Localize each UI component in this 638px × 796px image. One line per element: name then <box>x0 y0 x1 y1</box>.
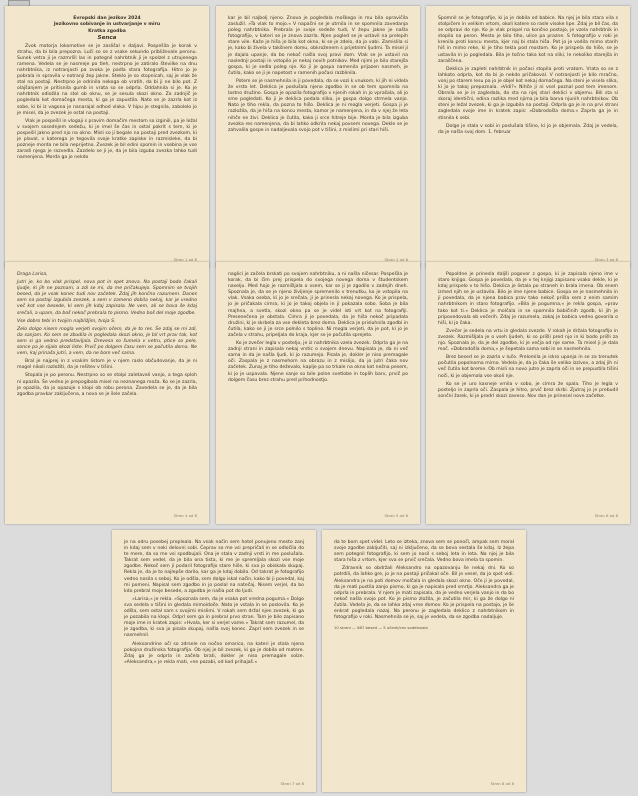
document-page-1 <box>5 6 209 268</box>
paragraph: Zdravnik so obdržali Aleksandro na opazovanju še nekaj dni. Ko so potrdili, da lahko gre, jo je na postaji pričakal oče. Bil je vesel, da jo spet vidi. Aleksandra je na poti domov molčala in gledala skozi okno. Oče ji je povedal, da je mati pustila zanjo pismo, ki ga je napisala pred smrtjo. Aleksandra ga je odprla in prebrala. V njem je mati zapisala, da je vedno verjela vanjo in da bo nekoč našla svojo pot. Ko je pismo zložila, je začutila mir, ki ga že dolgo ni čutila. Vedela je, da se lahko zdaj vrne domov. Ko je prispela na postajo, je še enkrat pogledala nazaj. Na peronu je zagledala deklico z nahrbtnikom in fotografijo v roki. Nasmehnila se je, saj je vedela, da se zgodba nadaljuje. <box>334 566 514 621</box>
paragraph: Zvok motorja lokomotive se je zaslišal v daljavi. Pospešila je korak v strahu, da bi bila prepozna. Luči so se z vsake sekundo približevale peronu. Sunek vetra ji je razmršil las in potegnil nahrbtnik ji je spolzel z utrujenega ramena. Vedela se je nasmeje po tleh, nestrpno je zatiralo številke na dnu nahrbtnika, iz notranjosti pa zvoka je padla stara fotografija. Hitro jo je pobrala in spravila v notranji žep jakne. Steklo je so stopnicah, saj je vlak že stal na postaji. Nestrpno je odrinila nekoga ob vratih, da bi ji ne bilo pot. Z olajšanjem je pritisnila gumb in vrata so se odprla. Oddahnila si je. Ko je nahrbtnik odložila na stol ob oknu, se je sesula skozi okno. Za zadnjič je pogledala kot domačega mesta, ki ga je zapustila. Nato se je zazrla kot iz sobe, ki bi iz vagona je nanarajal odhod vlaka. V hipu je stegnila, zabolelo jo je misel, da je zvezek je ostal na postaji. <box>17 43 197 116</box>
paragraph: Bral je najprej in z vsakim listom je v njem raslo občudovanje, da je ni mogel nikoli razložiti, da je rešitev v tišini. <box>17 359 197 371</box>
paragraph: Vlak je pospešil in vlogaji s pravim domačim mestom so izginili, pa je ležal v svojem sosednjem sedežu, ki je imel še čas in ostal pokrit s tem, ki je pospešil jakno pred njo na okno. Misli so ji begale na postaji pred zvezkom, ki je plaval, v katerega je tegovila svoje kratke zapiske in razmisleke, da bi pozneje morda ne bila neprijetno. Zvezek je bil edini spomin in vsebina je vse zaradi njega je razvedla. Zazdelo se ji je, da je bila izguba zvezka lahko tudi namenjena. Morda ga je nekdo <box>17 118 197 161</box>
header-line-3: Kratka zgodba <box>88 28 126 34</box>
paragraph: Deklica je zapleti nahrbtnik in počasi stopila proti vratom. Vrata so se z lahkoto odprla, kot da bi jo nekdo pričakoval. V notranjosti je bilo mračno, vonj po starem lesu pa jo je objel kot nekaj domačega. Na steni je visela slika, ki jo je takoj prepoznala. »Vidi?« Nihče ji ni vsel poznal pod tem imenom. Obrnila se je in zagledala, da sta na njej stari deklici v objemu. Bili sta si skoraj identični, edina razlika med njima je bila barva njunih nahrbtnikov. Ob steni je ležal zvezek, ki ga je izgubila na postaji. Odprla ga je in na prvi strani zagledala svoje ime in kratek zapis: »Dobrodošla doma.« Zaprla ga je in stisnila k sebi. <box>438 66 618 121</box>
page-number: Stran 3 od 8 <box>594 256 618 262</box>
letter-paragraph: Zelo dolgo nisem mogla verjeti svojim očem, da je to res. Še zdaj se mi zdi, da sanjam. Ko sem se zbudila in pogledala skozi okno, je bil vrt prav tak, kot sem si ga vedno predstavljala. Drevesa so šumela v vetru, ptice so pele, sonce pa je sijalo skozi liste. Prvič po dolgem času sem se počutila doma. Ne vem, kaj prinaša jutri, a vem, da ne bom več sama. <box>17 326 197 357</box>
document-page-5 <box>216 262 420 524</box>
letter-paragraph: Jutri je, ko bo vlak prispel, nova pot in spet znova. Na postaji bodo čakali ljudje, ki jih ne poznam, a zdi se mi, da me pričakujejo. Spomnim se tvojih besed, da je vsak konec tudi nov začetek. Zdaj jih končno razumem. Danes sem na postaji izgubila zvezek, a sem v zameno dobila nekaj, kar je vredno več kot vse besede, ki sem jih kdaj zapisala. Ne vem, ali se bova še kdaj srečali, a upam, da boš nekoč prebrala to pismo. Vedno boš del moje zgodbe. <box>17 280 197 316</box>
paragraph: Ko se je uro kasneje vrnila v sobo, je cimra že spala. Tiho je legla v posteljo in zaprla oči. Zaspala je hitro, prvič brez skrbi. Zjutraj jo je prebudil sončni žarek, ki je prodrl skozi zaveso. Nov dan je prinesel nove začetke. <box>438 381 618 399</box>
paragraph: kar je bil najbolj njeno. Znova je pogledala moškega in mu bila opravičila zaslužil. »Ta vlak to mojo.« V napačni se je utrnila in se spomnila zavedanja poleg nahrbtnika. Prebrala je svoje sedeže tudi, V žepu jakne je našla fotografijo, v kateri se je znova zazrla. Njen pogled se je ustavil na prelepih stare vile. Kaže je hiša je bila kot okno, ki se je zdelo, da jo vabi. Zamislila si je, kako bi živela v takšnem domu, obkroženem s prijetnimi ljudmi. Ta misel ji je dajala upanje, da bo nekoč našla svoj pravi dom. Vlak se je ustavil na naslednji postaji in vstopilo je nekaj novih potnikov. Med njimi je bila starejša gospa, ki je sedla poleg nje. Ko ji je gospa namenila prijazen nasmeh, je čutila, kako se ji je napetost v ramenih počasi razblinila. <box>228 16 408 76</box>
letter-signoff: Vse dobro tebi in tvojim najbližjim, tvoja S. <box>17 318 116 324</box>
paragraph: Ko je zvečer legla v posteljo, je iz nahrbtnika vzela zvezek. Odprla ga je na zadnji strani in zapisala nekaj vrstic o svojem dnevu. Napisala je, da ni več sama in da je našla ljudi, ki jo razumejo. Pisala je, dokler je niso premagale oči. Zaspala je z nasmehom na obrazu in z mislijo, da jo jutri čaka nov začetek. Zunaj je tiho deževalo, kaplje pa so trkale na okno kot nežna pesem, ki jo je uspavala. Njene sanje so bile polne svetlobe in toplih barv, prvič po dolgem času brez strahu pred prihodnostjo. <box>228 341 408 383</box>
paragraph: Zvečer je sedela na vrtu in gledala zvezde. V rokah je držala fotografijo in zvezek. Razmišljala je o vseh ljudeh, ki so prišli pred njo in ki bodo prišli za njo. Spoznala je, da je del zgodbe, ki je večja od nje same. Ta misel ji je dala moč. »Dobrodošla doma,« je šepetala sama sebi in se nasmehnila. <box>438 328 618 353</box>
page-number: Stran 1 od 8 <box>173 256 197 262</box>
paragraph: Spomnil se je fotografije, ki jo je dobila od babice. Na njej je bila stara vila s stolpičem in velikim vrtom, okoli katere so rasle visoke lipe. Zdaj je bil čas, da se odpravi do nje. Ko je vlak prispel na končno postajo, je vzela nahrbtnik in stopila na peron. Mesto je bilo tiho, ulice pa prazne. S fotografijo v roki je krenila proti koncu mesta, kjer naj bi stala hiša. Pot jo je vodila mimo starih hiš in mimo reke, ki je tiho tekla pod mostom. Ko je prispela do hiše, se je ustavila in jo pogledala. Bila je točno taka kot na sliki, le nekoliko starejša in zaraščena. <box>438 16 618 64</box>
paragraph: naglici je začela brskati po svojem nahrbtniku, a ni našla ničesar. Pospešila je korak, da bi čim prej prispela do svojega novega doma v študentskem naselju. Med hojo je razmišljala o vsem, kar se ji je zgodilo v zadnjih dneh. Spoznala je, da se je njeno življenje spremenilo v trenutku, ko je vstopila na vlak. Vsaka oseba, ki jo je srečala, ji je prinesla nekaj novega. Ko je prispela, jo je pričakala cimra, ki jo je takoj objela in ji pokazala sobo. Soba je bila majhna, a svetla, skozi okno pa se je videl isti vrt kot na fotografiji. Presenečena je obstala. Cimra ji je povedala, da je hiša nekoč pripadala družini, ki je skrbela za vse dekleta brez doma. Deklica je prisluhnila zgodbi in čutila, kako se ji je srce polnilo s toplino. Ni mogla verjeti, da je pot, ki jo je začela v strahu, pripeljala do kraja, kjer se je počutila sprejeto. <box>228 272 408 338</box>
page-number: Stran 8 od 8 <box>490 780 514 786</box>
document-page-8 <box>322 530 526 792</box>
paragraph: »Larisa,« je rekla. »Spoznala sem, da je vsaka pot vredna poguma.« Dolgo sva sedela v tišini in gledala mimoidoče. Nato je vstala in se poslovila. Ko je odšla, sem ostal sam s svojimi mislimi. V rokah sem držal njen zvezek, ki ga je pozabila na klopi. Odprl sem ga in prebral prvo stran. Tam je bilo zapisano moje ime in kratek zapis: »Hvala, ker si verjel vame.« Takrat sem razumel, da je zgodba, ki sva jo pisala skupaj, našla svoj konec. Zaprl sem zvezek in se nasmehnil. <box>124 596 304 639</box>
document-page-4 <box>5 262 209 524</box>
story-title: Senca <box>97 35 117 42</box>
page-number: Stran 4 od 8 <box>173 512 197 518</box>
page-number: Stran 7 od 8 <box>280 780 304 786</box>
document-page-2 <box>216 6 420 268</box>
header-line-2: Jezikovno sobivanje in ustvarjanje v miru <box>53 22 161 28</box>
paragraph: da te bom spet videl. Leto se izteka, znova sem se ponoči, ampak sem moral svoje zgodbe zaključiti, saj ni izključeno, da se bova sestala še kdaj. Iz žepa sem potegnil fotografijo, ki sem jo nosil s seboj leta in leta. Na njej je bila stara hiša z vrtom, kjer sva se prvič srečala. Vedno bova imela ta spomin. <box>334 540 514 564</box>
page-number: Stran 2 od 8 <box>384 256 408 262</box>
header-line-1: Evropski dan jezikov 2024 <box>73 16 141 21</box>
page-number: Stran 6 od 8 <box>594 512 618 518</box>
paragraph: Popoldne je prinesla daljši pogovor z gospo, ki je zapisala njeno ime v staro knjigo. Gospa je povedala, da je v tej knjigi zapisano vsako dekle, ki je kdaj prispelo v to hišo. Deklica je listala po straneh in brala imena. Ob enem izmed njih se je ustavila. Bilo je ime njene babice. Gospa se je nasmehnila in ji povedala, da je njena babica prav tako nekoč prišla sem z enim samim nahrbtnikom in staro fotografijo. »Bila je pogumna,« je rekla gospa, »prav tako kot ti.« Deklica je molčala in se spomnila babičinih zgodb, ki jih je pripovedovala ob večerih. Zdaj je razumela, zakaj je babica vedno govorila o hiši, ki jo čaka. <box>438 272 618 326</box>
paragraph: Brez besed se je zazrla v luče. Prelomila je iskro upanja in se za trenutek počutila popolnoma mirno. Vedela je, da jo čaka še veliko izzivov, a zdaj jih ni več čutila kot breme. Ob misli na novo jutro je zaprla oči in se prepustila tišini noči, ki je objemala vse okoli nje. <box>438 355 618 379</box>
paragraph: Dolgo je stala v sobi in poslušala tišino, ki jo je objemala. Zdaj je vedela, da je našla svoj dom. 1. februar <box>438 123 618 135</box>
paragraph: Potem se je nasmehnila in ji povedala, da se vozi k vnukom, ki jih ni videla že vrsto let. Deklica je poslušala njeno zgodbo in se ob tem spomnila na lastno družino. Gospa je opazila fotografijo v njenih rokah in jo vprašala, ali jo sme pogledati. Ko ji je deklica podala sliko, je gospa dolgo strmela vanjo. Nato je tiho rekla, da pozna to hišo. Deklica je ni mogla verjeti. Gospa ji je razložila, da je hiša na koncu mesta, kamor je namenjena, in da v njej že leta nihče ne živi. Deklica je čutila, kako ji srce hitreje bije. Morda je bila izguba zvezka res namenjena, da bi lahko odkrila nekaj povsem novega. Dekle se je zahvalila gospe in nadaljevala svojo pot v tišini, z mislimi pri stari hiši. <box>228 78 408 133</box>
letter-salutation: Draga Larisa, <box>17 272 48 277</box>
page-header <box>17 16 197 42</box>
paragraph: je na odru posebej prepleala. Na vsak način sem hotel ponujeno mesto zanj in kdaj sem v neki delovni sobi. Čeprav so me vsi prepričali in se odločila do te mere, da so me vsi spodbujali. Ona je stala v zadnji vrsti in me poslušala. Takrat sem vedel, da je bila ona tista, ki me je spremljala skozi vse moje zgodbe. Nekoč sem ji podaril fotografijo stare hiše, ki sva jo obiskala skupaj. Rekla je, da je to najlepše darilo, kar ga je kdaj dobila. Od takrat je fotografijo vedno nosila s seboj. Ko je odšla, sem dolgo iskal način, kako bi ji povedal, kaj mi pomeni. Napisal sem zgodbo in jo poslal na natečaj. Nisem verjel, da bo kdo prebral moje besede, a zgodba je našla pot do ljudi. <box>124 540 304 594</box>
document-page-6 <box>426 262 630 524</box>
paragraph: Stopala je po peronu. Nestrpno so se stolpi zaletavali vanjo, a tega sploh ni opazila. Še vedno je prepogibala misel na neznanega moža. Ko se je zazrla, je opazila, da jo opazuje s klopi ob robu perona. Zavedela se je, da je bila zgodba pravkar zaključena, a nova se je šele začela. <box>17 373 197 397</box>
page-number: Stran 5 od 8 <box>384 512 408 518</box>
document-page-7 <box>112 530 316 792</box>
document-stats-note: 10 strani — 667 besed — 5 učenk/cev sodelovalo <box>334 625 428 631</box>
paragraph: Aleksandrine oči so zdrsele na nočno omarico, na kateri je stala njena pokojna družinska fotografija. Ob njej je bil zvezek, ki ga je dobila od matere. Zdaj ga je odprla in začela brati, dokler je niso premagale solze. »Aleksandra,« je rekla mati, »ne pozabi, od kod prihajaš.« <box>124 641 304 665</box>
document-page-3 <box>426 6 630 268</box>
